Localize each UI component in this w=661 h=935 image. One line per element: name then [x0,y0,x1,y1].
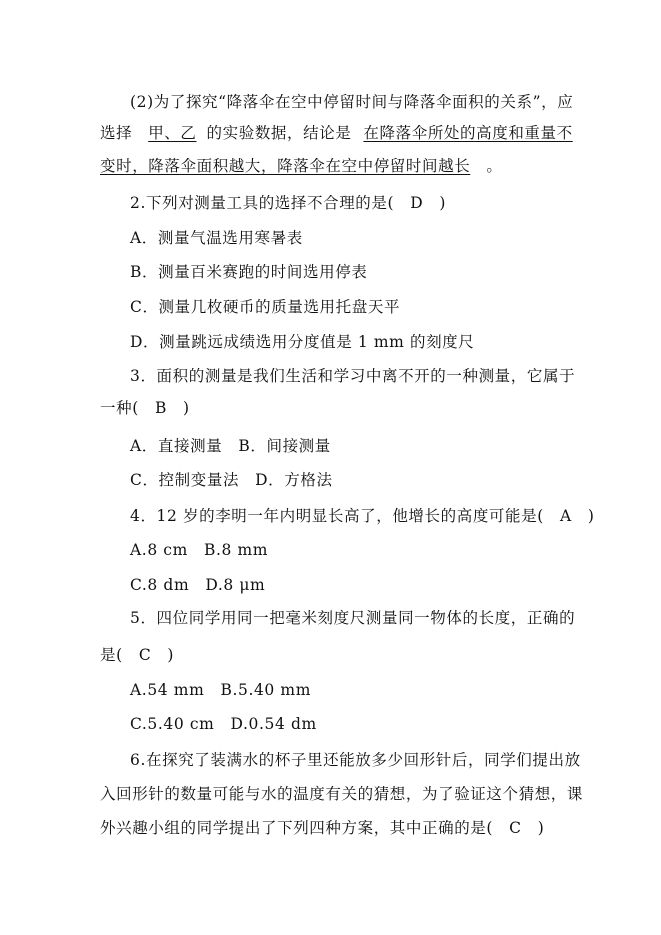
q-prev-2-mid-text: 的实验数据，结论是 [206,124,352,142]
q-prev-2-conclusion-part1: 在降落伞所处的高度和重量不 [363,124,573,142]
q-prev-2-answer-blank: 甲、乙 [148,124,197,142]
q6-stem-line1: 6.在探究了装满水的杯子里还能放多少回形针后，同学们提出放 [130,751,581,769]
q-prev-2-line2 [100,123,573,143]
q3-stem-line1: 3．面积的测量是我们生活和学习中离不开的一种测量，它属于 [130,367,576,385]
q2-option-c: C．测量几枚硬币的质量选用托盘天平 [130,298,401,316]
q6-stem-line2: 入回形针的数量可能与水的温度有关的猜想，为了验证这个猜想，课 [100,785,584,803]
q5-options-ab: A.54 mm B.5.40 mm [130,681,312,699]
q-prev-2-line1: (2)为了探究“降落伞在空中停留时间与降落伞面积的关系”，应 [130,93,574,111]
q-prev-2-period: 。 [486,157,503,175]
q4-stem: 4．12 岁的李明一年内明显长高了，他增长的高度可能是( A ) [130,507,595,525]
q2-stem: 2.下列对测量工具的选择不合理的是( D ) [130,194,447,212]
q2-option-b: B．测量百米赛跑的时间选用停表 [130,263,368,281]
q3-options-cd: C．控制变量法 D．方格法 [130,471,333,489]
q5-stem-line1: 5．四位同学用同一把毫米刻度尺测量同一物体的长度，正确的 [130,609,576,627]
q-prev-2-line3 [100,156,502,176]
q-prev-2-select-label: 选择 [100,124,133,142]
q4-options-cd: C.8 dm D.8 μm [130,576,266,594]
q5-stem-line2: 是( C ) [100,646,175,664]
q2-option-d: D．测量跳远成绩选用分度值是 1 mm 的刻度尺 [130,333,475,351]
q3-options-ab: A．直接测量 B．间接测量 [130,437,331,455]
q5-options-cd: C.5.40 cm D.0.54 dm [130,715,317,733]
q6-stem-line3: 外兴趣小组的同学提出了下列四种方案，其中正确的是( C ) [100,819,545,837]
q2-option-a: A．测量气温选用寒暑表 [130,229,303,247]
q-prev-2-conclusion-part2: 变时，降落伞面积越大，降落伞在空中停留时间越长 [100,157,471,175]
q3-stem-line2: 一种( B ) [100,399,190,417]
q4-options-ab: A.8 cm B.8 mm [130,541,269,559]
